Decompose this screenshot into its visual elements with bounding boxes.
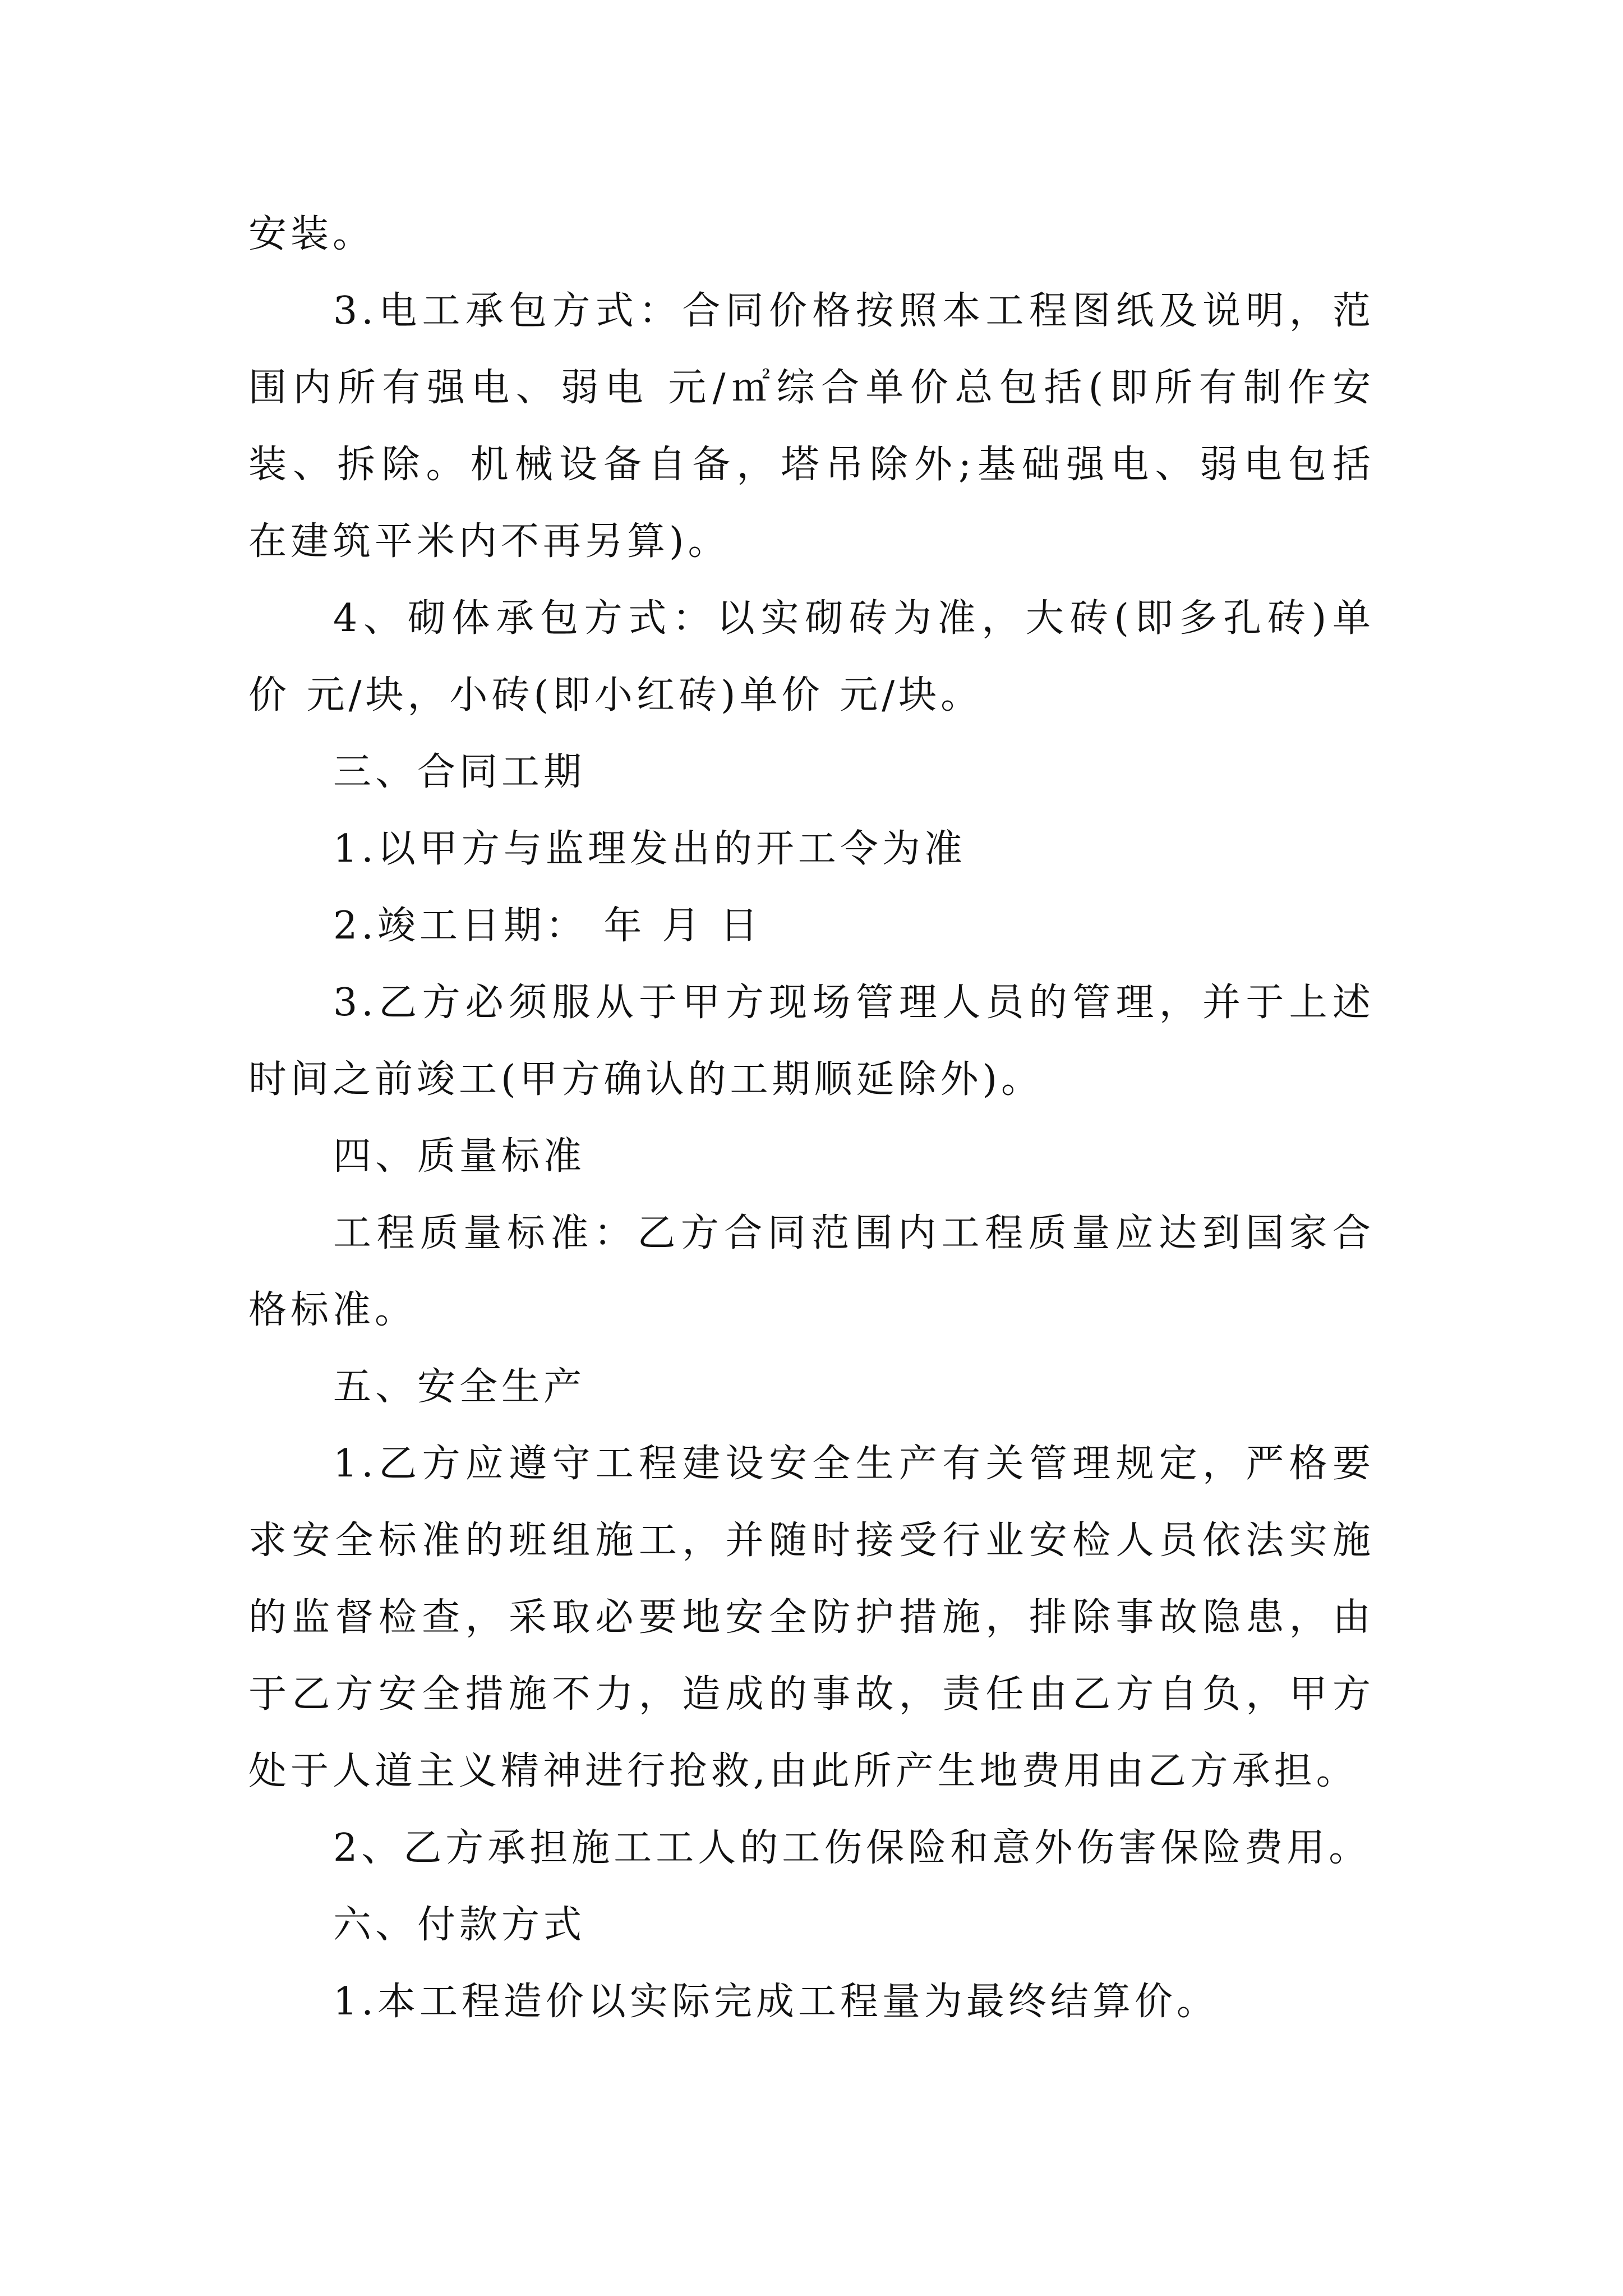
clause-start-order [248, 811, 1375, 887]
section-heading-safety [248, 1349, 1375, 1425]
paragraph-line: 时间之前竣工(甲方确认的工期顺延除外)。 [248, 1057, 1044, 1102]
section-heading: 六、付款方式 [333, 1903, 586, 1947]
clause-completion-date [248, 887, 1375, 964]
paragraph-line: 于乙方安全措施不力，造成的事故，责任由乙方自负，甲方 [248, 1672, 1375, 1717]
paragraph-line: 求安全标准的班组施工，并随时接受行业安检人员依法实施 [248, 1519, 1375, 1563]
paragraph-line: 3.电工承包方式：合同价格按照本工程图纸及说明，范 [333, 289, 1375, 333]
document-body [248, 196, 1375, 2040]
paragraph-line: 处于人道主义精神进行抢救,由此所产生地费用由乙方承担。 [248, 1749, 1358, 1793]
continued-paragraph [248, 196, 1375, 273]
clause-quality-standard [248, 1195, 1375, 1349]
paragraph-line: 3.乙方必须服从于甲方现场管理人员的管理，并于上述 [333, 981, 1375, 1025]
clause-masonry-contract [248, 580, 1375, 734]
paragraph-line: 的监督检查，采取必要地安全防护措施，排除事故隐患，由 [248, 1595, 1375, 1640]
clause-site-management [248, 964, 1375, 1118]
clause-final-settlement [248, 1963, 1375, 2040]
section-heading: 三、合同工期 [333, 750, 586, 794]
paragraph-line: 价 元/块，小砖(即小红砖)单价 元/块。 [248, 673, 983, 717]
paragraph-line: 1.本工程造价以实际完成工程量为最终结算价。 [333, 1980, 1219, 2024]
clause-electrical-contract [248, 273, 1375, 580]
paragraph-line: 安装。 [248, 212, 375, 256]
section-heading: 五、安全生产 [333, 1365, 586, 1409]
clause-insurance [248, 1810, 1375, 1887]
paragraph-line: 在建筑平米内不再另算)。 [248, 519, 730, 564]
section-heading: 四、质量标准 [333, 1134, 586, 1179]
paragraph-line: 1.乙方应遵守工程建设安全生产有关管理规定，严格要 [333, 1442, 1375, 1486]
section-heading-payment [248, 1887, 1375, 1963]
paragraph-line: 1.以甲方与监理发出的开工令为准 [333, 827, 966, 871]
paragraph-line: 工程质量标准：乙方合同范围内工程质量应达到国家合 [333, 1211, 1375, 1255]
paragraph-line: 围内所有强电、弱电 元/㎡综合单价总包括(即所有制作安 [248, 366, 1375, 410]
section-heading-quality-standard [248, 1118, 1375, 1195]
paragraph-line: 格标准。 [248, 1288, 417, 1332]
paragraph-line: 装、拆除。机械设备自备，塔吊除外;基础强电、弱电包括 [248, 443, 1375, 487]
paragraph-line: 2.竣工日期： 年 月 日 [333, 904, 762, 948]
clause-safety-rules [248, 1425, 1375, 1810]
section-heading-contract-period [248, 734, 1375, 811]
paragraph-line: 2、乙方承担施工工人的工伤保险和意外伤害保险费用。 [333, 1826, 1371, 1870]
paragraph-line: 4、砌体承包方式：以实砌砖为准，大砖(即多孔砖)单 [333, 596, 1375, 641]
